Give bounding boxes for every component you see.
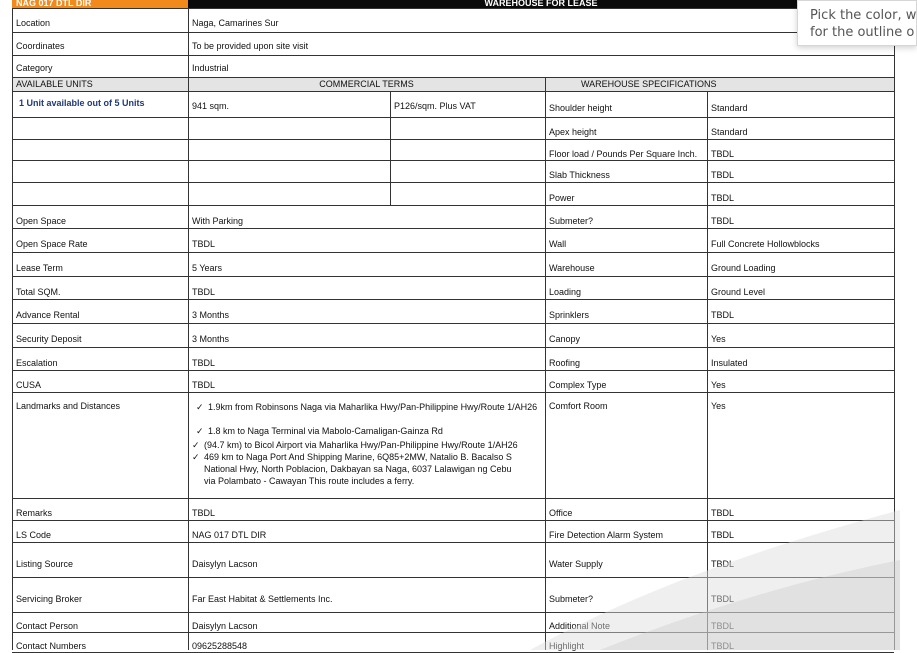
table-gridline <box>12 8 13 650</box>
checkmark-icon: ✓ <box>196 402 204 412</box>
table-gridline <box>545 323 894 324</box>
left-row-label: Listing Source <box>16 559 74 569</box>
table-gridline <box>12 299 545 300</box>
spec-value: Yes <box>711 380 726 390</box>
top-row-label: Category <box>16 63 53 73</box>
tooltip-line-1: Pick the color, w <box>810 8 917 23</box>
top-row-label: Location <box>16 18 51 28</box>
table-gridline <box>12 370 545 371</box>
landmark-item <box>188 452 541 464</box>
spec-label: Additional Note <box>549 621 611 631</box>
table-gridline <box>12 632 545 633</box>
table-gridline <box>12 252 545 253</box>
table-gridline <box>390 91 391 205</box>
left-row-value: 3 Months <box>192 310 230 320</box>
table-gridline <box>12 228 545 229</box>
table-gridline <box>12 392 545 393</box>
spec-value: Yes <box>711 401 726 411</box>
spec-label: Complex Type <box>549 380 607 390</box>
units-availability: 1 Unit available out of 5 Units <box>19 98 145 108</box>
spec-label: Submeter? <box>549 216 594 226</box>
spec-value: TBDL <box>711 508 735 518</box>
table-gridline <box>545 612 894 613</box>
table-gridline <box>12 520 545 521</box>
spec-value: Ground Level <box>711 287 766 297</box>
table-gridline <box>545 370 894 371</box>
spec-label: Apex height <box>549 127 597 137</box>
left-row-label: Escalation <box>16 358 58 368</box>
table-gridline <box>12 117 545 118</box>
spec-value: TBDL <box>711 621 735 631</box>
spec-label: Highlight <box>549 641 585 651</box>
spec-value: Standard <box>711 103 748 113</box>
table-gridline <box>545 577 894 578</box>
spec-value: TBDL <box>711 149 735 159</box>
table-gridline <box>12 8 894 9</box>
left-row-value: TBDL <box>192 508 216 518</box>
left-row-label: Landmarks and Distances <box>16 401 121 411</box>
section-header-terms: COMMERCIAL TERMS <box>188 77 545 91</box>
landmark-text: 1.9km from Robinsons Naga via Maharlika Hwy/Pan-Philippine Hwy/Route 1/AH26 <box>208 402 538 412</box>
table-gridline <box>12 139 545 140</box>
left-row-label: Servicing Broker <box>16 594 83 604</box>
left-row-label: Contact Person <box>16 621 79 631</box>
spec-value: TBDL <box>711 216 735 226</box>
spec-label: Sprinklers <box>549 310 590 320</box>
table-gridline <box>545 77 546 650</box>
table-gridline <box>12 323 545 324</box>
spec-label: Water Supply <box>549 559 603 569</box>
left-row-label: Open Space <box>16 216 67 226</box>
left-row-value: 09625288548 <box>192 641 248 651</box>
table-gridline <box>12 498 545 499</box>
spec-label: Power <box>549 193 575 203</box>
left-row-label: Total SQM. <box>16 287 61 297</box>
landmark-text: National Hwy, North Poblacion, Dakbayan sa Naga, 6037 Lalawigan ng Cebu <box>204 464 512 474</box>
top-row-value: Industrial <box>192 63 229 73</box>
left-row-value: NAG 017 DTL DIR <box>192 530 267 540</box>
landmark-item <box>192 426 541 438</box>
left-row-label: CUSA <box>16 380 42 390</box>
left-row-label: Lease Term <box>16 263 63 273</box>
table-gridline <box>12 32 894 33</box>
table-gridline <box>12 276 545 277</box>
spec-value: Yes <box>711 334 726 344</box>
table-gridline <box>545 252 894 253</box>
table-gridline <box>545 542 894 543</box>
spec-label: Fire Detection Alarm System <box>549 530 664 540</box>
spec-label: Slab Thickness <box>549 170 610 180</box>
table-gridline <box>12 77 894 78</box>
landmark-text: 469 km to Naga Port And Shipping Marine, 6Q85+2MW, Natalio B. Bacalso S <box>204 452 512 462</box>
spec-value: Standard <box>711 127 748 137</box>
table-gridline <box>545 160 894 161</box>
spec-label: Office <box>549 508 573 518</box>
landmark-text: 1.8 km to Naga Terminal via Mabolo-Camaligan-Gainza Rd <box>208 426 443 436</box>
table-gridline <box>12 612 545 613</box>
left-row-value: TBDL <box>192 358 216 368</box>
checkmark-icon: ✓ <box>196 426 204 436</box>
landmark-item <box>192 402 541 414</box>
spec-value: TBDL <box>711 193 735 203</box>
table-gridline <box>545 91 894 92</box>
color-picker-tooltip <box>797 0 917 46</box>
table-gridline <box>12 205 545 206</box>
spec-label: Roofing <box>549 358 581 368</box>
landmark-item <box>200 464 541 476</box>
spec-label: Comfort Room <box>549 401 608 411</box>
table-gridline <box>545 392 894 393</box>
spec-value: TBDL <box>711 170 735 180</box>
spec-label: Loading <box>549 287 582 297</box>
table-gridline <box>12 182 545 183</box>
left-row-label: LS Code <box>16 530 52 540</box>
table-gridline <box>545 139 894 140</box>
checkmark-icon: ✓ <box>192 440 200 450</box>
left-row-label: Security Deposit <box>16 334 82 344</box>
spec-value: TBDL <box>711 559 735 569</box>
table-gridline <box>545 205 894 206</box>
checkmark-icon: ✓ <box>192 452 200 462</box>
section-header-units: AVAILABLE UNITS <box>12 77 188 91</box>
left-row-label: Remarks <box>16 508 53 518</box>
table-gridline <box>707 91 708 650</box>
spec-label: Submeter? <box>549 594 594 604</box>
table-gridline <box>545 632 894 633</box>
landmark-item <box>188 440 541 452</box>
left-row-value: TBDL <box>192 380 216 390</box>
table-gridline <box>12 160 545 161</box>
landmark-text: via Polambato - Cawayan This route includes a ferry. <box>204 476 415 486</box>
left-row-value: TBDL <box>192 239 216 249</box>
left-row-value: Far East Habitat & Settlements Inc. <box>192 594 333 604</box>
table-gridline <box>545 299 894 300</box>
table-gridline <box>545 117 894 118</box>
spec-value: TBDL <box>711 594 735 604</box>
left-row-value: With Parking <box>192 216 244 226</box>
units-area: 941 sqm. <box>192 101 230 111</box>
table-gridline <box>188 8 189 650</box>
left-row-label: Contact Numbers <box>16 641 87 651</box>
table-gridline <box>545 520 894 521</box>
table-gridline <box>12 542 545 543</box>
top-row-value: To be provided upon site visit <box>192 41 309 51</box>
left-row-label: Advance Rental <box>16 310 80 320</box>
spec-value: Ground Loading <box>711 263 776 273</box>
spec-label: Warehouse <box>549 263 595 273</box>
table-gridline <box>12 577 545 578</box>
listing-code-header: NAG 017 DTL DIR <box>12 0 188 8</box>
table-gridline <box>12 55 894 56</box>
units-rate: P126/sqm. Plus VAT <box>394 101 476 111</box>
top-row-value: Naga, Camarines Sur <box>192 18 279 28</box>
spec-value: TBDL <box>711 641 735 651</box>
spec-label: Wall <box>549 239 567 249</box>
spec-value: TBDL <box>711 530 735 540</box>
left-row-value: Daisylyn Lacson <box>192 559 258 569</box>
tooltip-line-2: for the outline o <box>810 25 915 40</box>
table-gridline <box>545 276 894 277</box>
landmark-item <box>200 476 541 488</box>
spec-value: Full Concrete Hollowblocks <box>711 239 820 249</box>
spec-label: Canopy <box>549 334 581 344</box>
table-gridline <box>12 347 545 348</box>
left-row-value: 5 Years <box>192 263 223 273</box>
sheet-title: WAREHOUSE FOR LEASE <box>188 0 894 8</box>
table-gridline <box>894 8 895 650</box>
table-gridline <box>545 347 894 348</box>
table-gridline <box>545 228 894 229</box>
table-gridline <box>545 182 894 183</box>
spec-label: Floor load / Pounds Per Square Inch. <box>549 149 698 159</box>
spec-label: Shoulder height <box>549 103 613 113</box>
landmark-text: (94.7 km) to Bicol Airport via Maharlika Hwy/Pan-Philippine Hwy/Route 1/AH26 <box>204 440 518 450</box>
left-row-label: Open Space Rate <box>16 239 88 249</box>
top-row-label: Coordinates <box>16 41 65 51</box>
left-row-value: TBDL <box>192 287 216 297</box>
spec-value: TBDL <box>711 310 735 320</box>
table-gridline <box>545 498 894 499</box>
left-row-value: Daisylyn Lacson <box>192 621 258 631</box>
left-row-value: 3 Months <box>192 334 230 344</box>
section-header-specs: WAREHOUSE SPECIFICATIONS <box>545 77 894 91</box>
spec-value: Insulated <box>711 358 748 368</box>
